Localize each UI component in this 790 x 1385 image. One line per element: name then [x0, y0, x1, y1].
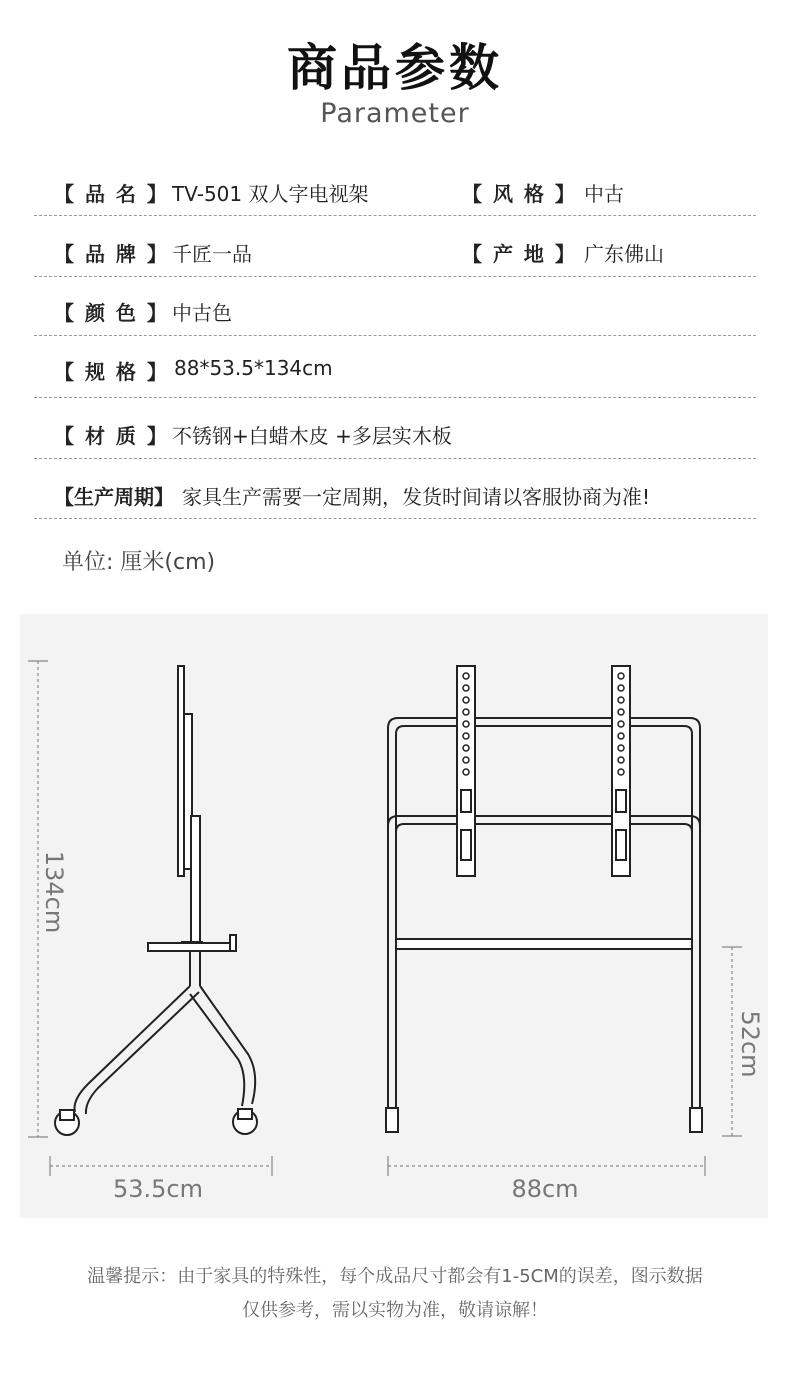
spec-row-size — [34, 336, 756, 398]
style-label: 【 风 格 】 — [462, 182, 577, 206]
material-value: 不锈钢+白蜡木皮 +多层实木板 — [172, 424, 452, 448]
height-dimension-label: 134cm — [40, 850, 68, 934]
width-dimension-label: 88cm — [511, 1175, 579, 1203]
spec-row-brand — [34, 216, 756, 277]
depth-dimension-label: 53.5cm — [112, 1175, 204, 1203]
unit-label: 单位: 厘米(cm) — [62, 550, 216, 575]
origin-value: 广东佛山 — [584, 242, 664, 266]
name-value: TV-501 双人字电视架 — [172, 182, 369, 206]
color-value: 中古色 — [172, 301, 232, 325]
spec-row-color — [34, 277, 756, 336]
style-value: 中古 — [584, 182, 624, 206]
page-title: 商品参数 — [287, 39, 503, 97]
page-subtitle: Parameter — [320, 98, 470, 129]
side-view — [55, 666, 257, 1135]
notice-line-2: 仅供参考，需以实物为准，敬请谅解！ — [242, 1300, 548, 1321]
color-label: 【 颜 色 】 — [54, 301, 169, 325]
cycle-value: 家具生产需要一定周期，发货时间请以客服协商为准! — [182, 485, 651, 509]
bracket-holes — [463, 673, 624, 775]
origin-label: 【 产 地 】 — [462, 242, 577, 266]
dimension-lines — [28, 661, 742, 1176]
brand-value: 千匠一品 — [172, 242, 252, 266]
shelf-height-dimension-label: 52cm — [736, 1010, 764, 1078]
size-label: 【 规 格 】 — [54, 360, 169, 384]
dimension-diagram — [20, 614, 768, 1218]
front-view — [386, 666, 702, 1132]
brand-label: 【 品 牌 】 — [54, 242, 169, 266]
notice-line-1: 温馨提示：由于家具的特殊性，每个成品尺寸都会有1-5CM的误差，图示数据 — [87, 1266, 703, 1287]
spec-row-material — [34, 398, 756, 459]
cycle-label: 【生产周期】 — [54, 485, 174, 509]
material-label: 【 材 质 】 — [54, 424, 169, 448]
spec-row-cycle — [34, 459, 756, 519]
size-value: 88*53.5*134cm — [174, 356, 333, 380]
spec-row-name — [34, 160, 756, 216]
tv-stand-drawing — [20, 614, 768, 1218]
name-label: 【 品 名 】 — [54, 182, 169, 206]
